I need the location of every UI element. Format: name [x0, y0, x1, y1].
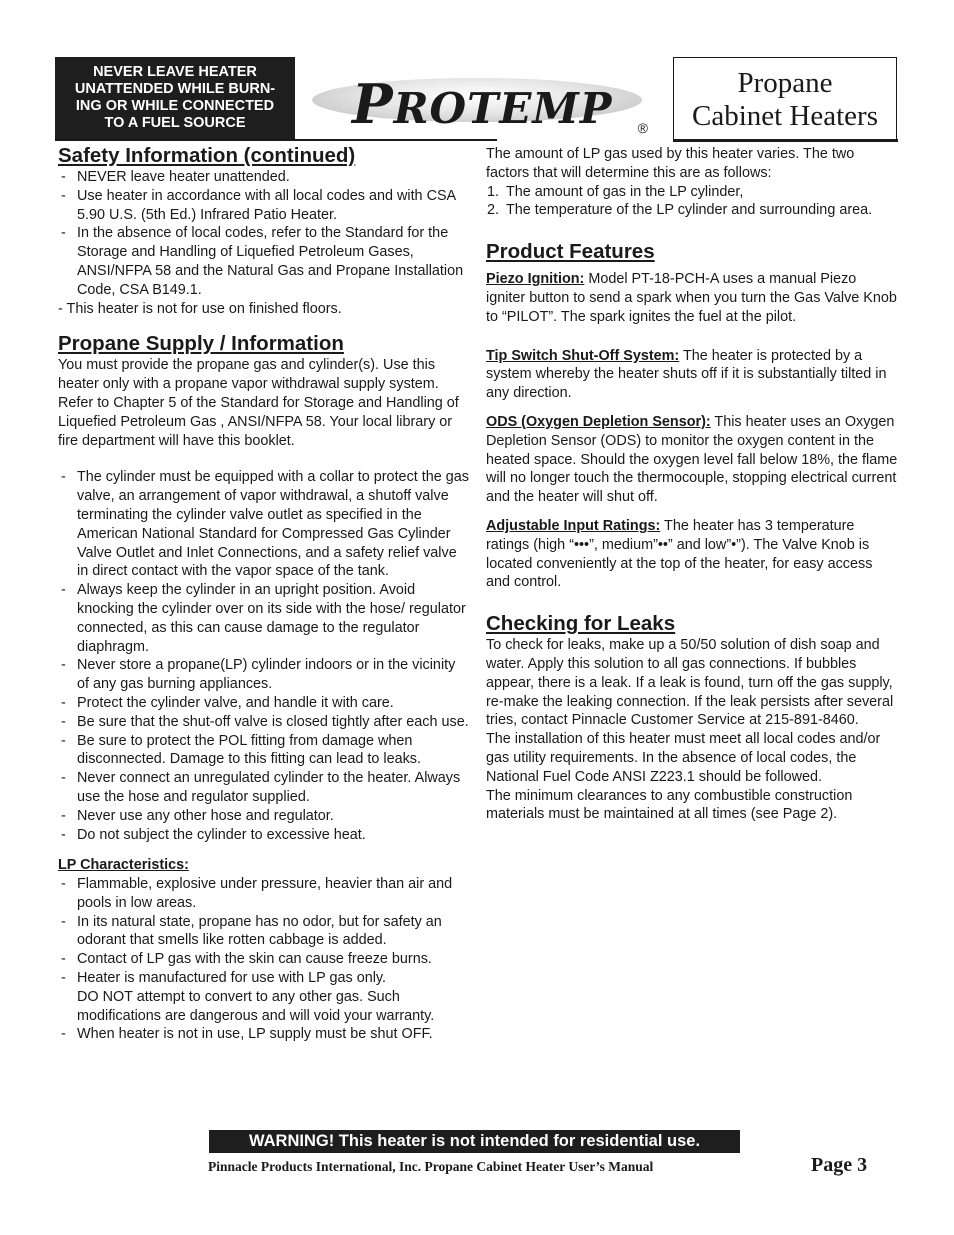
list-item [58, 969, 470, 1025]
leaks-paragraph-2: The installation of this heater must meet all local codes and/or gas utility requirements. In the absence of local codes, the National Fuel Code ANSI Z223.1 should be followed. [486, 731, 881, 785]
adjustable-paragraph [486, 517, 898, 592]
adjustable-text: The heater has 3 temperature ratings (high “•••”, medium”••” and low”•”). The Valve Knob is located conveniently at the top of the heater, for easy access and control. [486, 517, 873, 591]
list-item [486, 201, 898, 220]
usage-list [486, 183, 898, 221]
warning-line: NEVER LEAVE HEATER [93, 64, 257, 80]
supply-heading: Propane Supply / Information [58, 332, 344, 356]
list-item: - In the absence of local codes, refer to the Standard for the Storage and Handling of Liquefied Petroleum Gases, ANSI/NFPA 58 and the Natural Gas and Propane Installation Code, CSA B149.1. [58, 224, 470, 299]
list-number: 2. [487, 202, 500, 219]
lp-list [58, 875, 470, 1044]
usage-intro [486, 145, 898, 183]
leaks-paragraph-3: The minimum clearances to any combustible construction materials must be maintained at all times (see Page 2). [486, 787, 853, 823]
list-number: 1. [487, 183, 500, 200]
safety-list [58, 168, 470, 300]
title-line-1: Propane [737, 66, 833, 99]
floors-note: - This heater is not for use on finished floors. [58, 300, 342, 317]
ods-paragraph [486, 413, 898, 507]
header-rule [55, 139, 497, 141]
right-column [486, 145, 898, 824]
list-item: - Never store a propane(LP) cylinder indoors or in the vicinity of any gas burning appliances. [58, 656, 470, 694]
list-item: - Use heater in accordance with all local codes and with CSA 5.90 U.S. (5th Ed.) Infrared Patio Heater. [58, 187, 470, 225]
warning-line: UNATTENDED WHILE BURN- [74, 81, 276, 97]
list-item [486, 183, 898, 202]
registered-mark: ® [637, 120, 648, 136]
list-item: - In its natural state, propane has no odor, but for safety an odorant that smells like rotten cabbage is added. [58, 913, 470, 951]
list-item: - The cylinder must be equipped with a collar to protect the gas valve, an arrangement of vapor withdrawal, a shutoff valve terminating the cylinder valve outlet as specified in the American National Standard for Compressed Gas Cylinder Valve Outlet and Inlet Connections, and a safety relief valve in direct contact with the vapor space of the tank. [58, 468, 470, 581]
protemp-logo [312, 70, 648, 136]
title-box-rule [673, 139, 898, 142]
list-item: - When heater is not in use, LP supply must be shut OFF. [58, 1025, 470, 1044]
list-item: - Contact of LP gas with the skin can cause freeze burns. [58, 950, 470, 969]
title-line-2: Cabinet Heaters [691, 99, 878, 132]
supply-intro: You must provide the propane gas and cylinder(s). Use this heater only with a propane vapor withdrawal supply system. Refer to Chapter 5 of the Standard for Storage and Handling of Liquefied Petroleum Gas , ANSI/NFPA 58. Your local library or fire department will have this booklet. [58, 357, 459, 449]
piezo-paragraph [486, 270, 898, 326]
list-item: - Be sure that the shut-off valve is closed tightly after each use. [58, 713, 470, 732]
list-item: - Always keep the cylinder in an upright position. Avoid knocking the cylinder over on its side with the hose/ regulator connected, as this can cause damage to the regulator diaphragm. [58, 581, 470, 656]
safety-heading: Safety Information (continued) [58, 144, 356, 167]
usage-intro-text: The amount of LP gas used by this heater varies. The two factors that will determine this are as follows: [486, 146, 855, 181]
supply-list [58, 468, 470, 844]
lp-item-text: Heater is manufactured for use with LP gas only. [77, 970, 387, 987]
list-item: - NEVER leave heater unattended. [58, 168, 470, 187]
footer-line: Pinnacle Products International, Inc. Propane Cabinet Heater User’s Manual [208, 1159, 654, 1174]
list-item: - Be sure to protect the POL fitting from damage when disconnected. Damage to this fitting can lead to leaks. [58, 732, 470, 770]
document-title-box [673, 57, 897, 142]
logo-wordmark [352, 72, 612, 136]
leaks-heading: Checking for Leaks [486, 612, 676, 636]
residential-warning-banner: WARNING! This heater is not intended for residential use. [209, 1130, 740, 1153]
list-item: - Do not subject the cylinder to excessive heat. [58, 826, 470, 845]
logo-rest: ROTEMP [393, 84, 613, 133]
unattended-warning-box [55, 57, 295, 139]
tip-label: Tip Switch Shut-Off System: [486, 347, 680, 364]
ods-label: ODS (Oxygen Depletion Sensor): [486, 413, 711, 430]
piezo-label: Piezo Ignition: [486, 271, 585, 288]
left-column [58, 144, 470, 1044]
list-text: The amount of gas in the LP cylinder, [506, 183, 744, 200]
tip-text: The heater is protected by a system whereby the heater shuts off if it is substantially tilted in any direction. [486, 347, 887, 402]
convert-note: DO NOT attempt to convert to any other gas. Such modifications are dangerous and will void your warranty. [77, 988, 435, 1024]
list-text: The temperature of the LP cylinder and surrounding area. [506, 202, 873, 219]
list-item: - Flammable, explosive under pressure, heavier than air and pools in low areas. [58, 875, 470, 913]
piezo-text: Model PT-18-PCH-A uses a manual Piezo igniter button to send a spark when you turn the Gas Valve Knob to “PILOT”. The spark ignites the fuel at the pilot. [486, 271, 897, 325]
adjustable-label: Adjustable Input Ratings: [486, 517, 661, 534]
tip-paragraph [486, 347, 898, 403]
ods-text: This heater uses an Oxygen Depletion Sensor (ODS) to monitor the oxygen content in the heated space. Should the oxygen level fall below 18%, the flame will no longer touch the thermocouple, stopping electrical current and the heater will shut off. [486, 413, 898, 506]
list-item: - Never use any other hose and regulator. [58, 807, 470, 826]
logo-initial: P [352, 72, 394, 136]
page-number: Page 3 [811, 1154, 868, 1176]
lp-heading: LP Characteristics: [58, 857, 189, 874]
list-item: - Never connect an unregulated cylinder to the heater. Always use the hose and regulator supplied. [58, 769, 470, 807]
warning-line: ING OR WHILE CONNECTED [75, 98, 275, 114]
warning-line: TO A FUEL SOURCE [104, 115, 246, 131]
list-item: - Protect the cylinder valve, and handle it with care. [58, 694, 470, 713]
leaks-paragraph-1: To check for leaks, make up a 50/50 solution of dish soap and water. Apply this solution to all gas connections. If bubbles appear, there is a leak. If a leak is found, turn off the gas supply, re-make the leaking connection. If the leak persists after several tries, contact Pinnacle Customer Service at 215-891-8460. [486, 637, 894, 729]
features-heading: Product Features [486, 240, 655, 264]
